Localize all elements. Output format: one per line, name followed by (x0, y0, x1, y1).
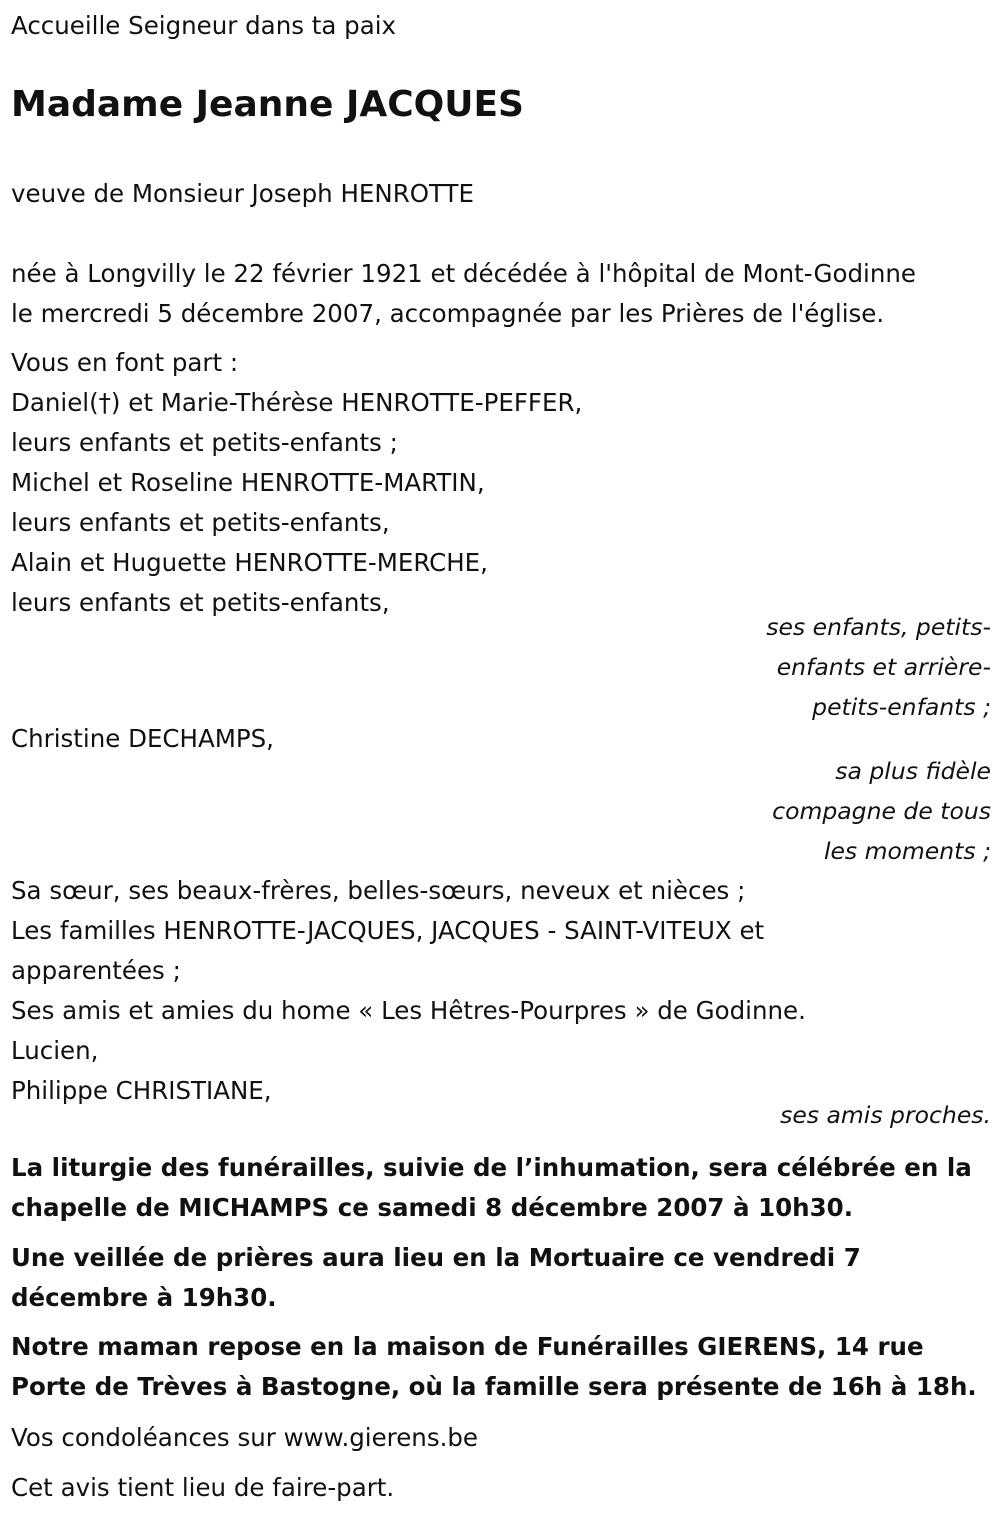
vigil-info (11, 1238, 861, 1318)
birth-death-line-2: le mercredi 5 décembre 2007, accompagnée par les Prières de l'église. (11, 299, 885, 328)
relatives-line: Les familles HENROTTE-JACQUES, JACQUES - SAINT-VITEUX et (11, 916, 765, 945)
children-note-line: ses enfants, petits- (766, 613, 991, 641)
relatives-line: Ses amis et amies du home « Les Hêtres-Pourpres » de Godinne. (11, 996, 806, 1025)
funeral-info (11, 1148, 972, 1228)
companion-note (11, 751, 991, 871)
vigil-line-1: Une veillée de prières aura lieu en la Mortuaire ce vendredi 7 (11, 1243, 861, 1272)
widow-of-line: veuve de Monsieur Joseph HENROTTE (11, 179, 474, 208)
family-line: leurs enfants et petits-enfants, (11, 508, 390, 537)
children-note-line: petits-enfants ; (812, 693, 991, 721)
relatives-line: Sa sœur, ses beaux-frères, belles-sœurs, neveux et nièces ; (11, 876, 746, 905)
family-line: leurs enfants et petits-enfants, (11, 588, 390, 617)
family-line: Michel et Roseline HENROTTE-MARTIN, (11, 468, 485, 497)
companion-name: Christine DECHAMPS, (11, 724, 274, 753)
children-note-line: enfants et arrière- (776, 653, 991, 681)
relatives-line: apparentées ; (11, 956, 181, 985)
rest-line-2: Porte de Trèves à Bastogne, où la famille sera présente de 16h à 18h. (11, 1372, 977, 1401)
relatives-line: Lucien, (11, 1036, 99, 1065)
companion-note-line: les moments ; (823, 837, 991, 865)
friends-note: ses amis proches. (780, 1101, 991, 1129)
rest-line-1: Notre maman repose en la maison de Funérailles GIERENS, 14 rue (11, 1332, 924, 1361)
family-line: Alain et Huguette HENROTTE-MERCHE, (11, 548, 488, 577)
family-line: Daniel(†) et Marie-Thérèse HENROTTE-PEFFER, (11, 388, 583, 417)
birth-death-block (11, 254, 916, 334)
funeral-line-1: La liturgie des funérailles, suivie de l’inhumation, sera célébrée en la (11, 1153, 972, 1182)
vigil-line-2: décembre à 19h30. (11, 1283, 277, 1312)
companion-note-line: compagne de tous (772, 797, 991, 825)
children-note (11, 607, 991, 727)
notice-line: Cet avis tient lieu de faire-part. (11, 1473, 395, 1502)
family-intro: Vous en font part : (11, 348, 239, 377)
relatives-line: Philippe CHRISTIANE, (11, 1076, 272, 1105)
deceased-name: Madame Jeanne JACQUES (11, 84, 524, 125)
condolences-line: Vos condoléances sur www.gierens.be (11, 1423, 478, 1452)
funeral-line-2: chapelle de MICHAMPS ce samedi 8 décembre 2007 à 10h30. (11, 1193, 854, 1222)
family-announcement (11, 343, 991, 1135)
family-line: leurs enfants et petits-enfants ; (11, 428, 398, 457)
prayer-line: Accueille Seigneur dans ta paix (11, 11, 397, 40)
rest-info (11, 1327, 977, 1407)
companion-note-line: sa plus fidèle (835, 757, 991, 785)
birth-death-line-1: née à Longvilly le 22 février 1921 et décédée à l'hôpital de Mont-Godinne (11, 259, 916, 288)
